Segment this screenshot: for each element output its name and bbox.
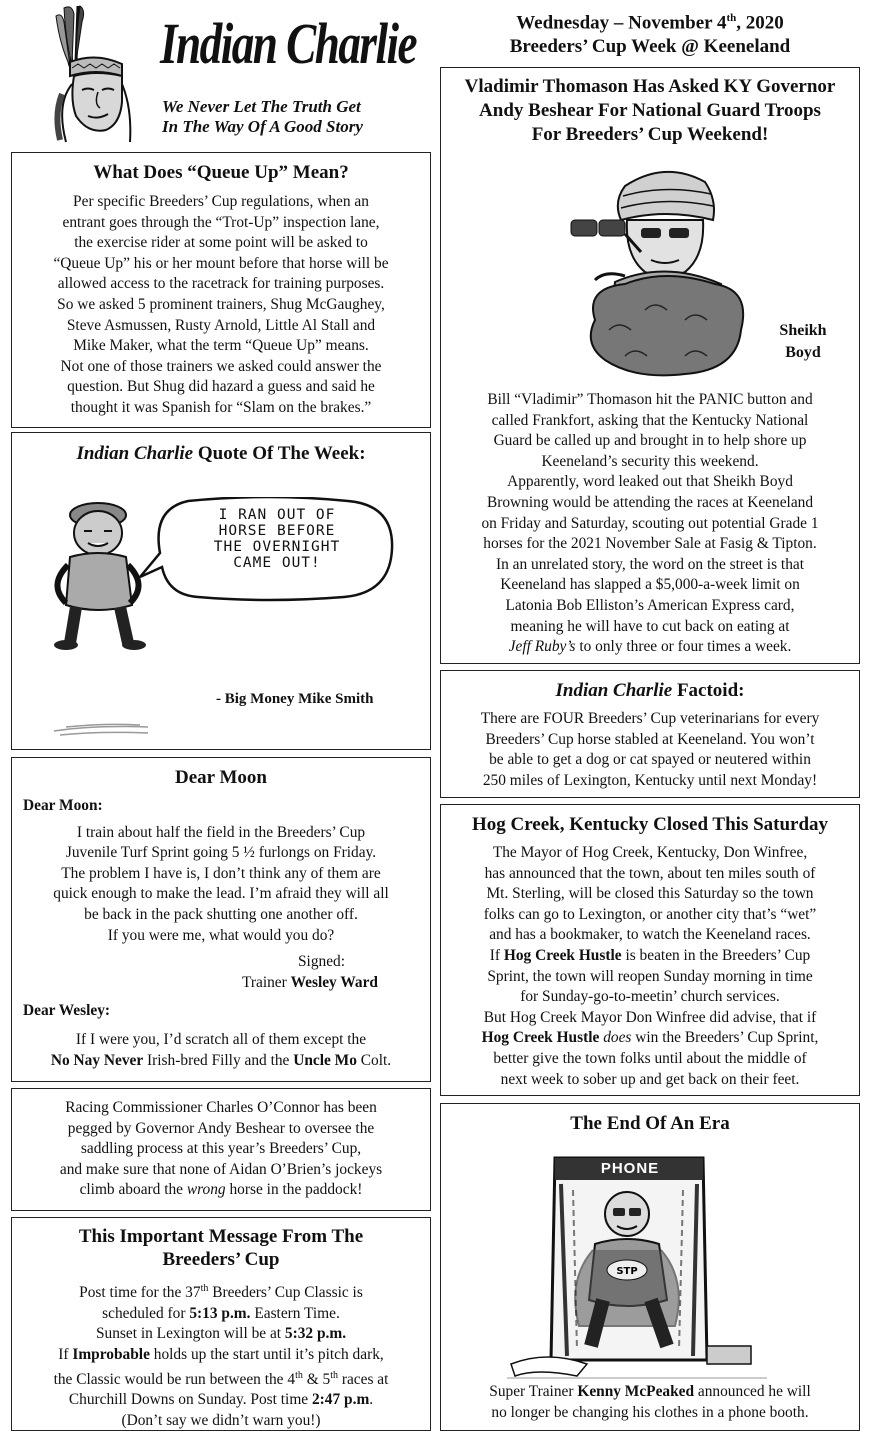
phone-booth-cartoon bbox=[507, 1150, 767, 1382]
quote-title: Indian Charlie Quote Of The Week: bbox=[76, 443, 366, 464]
important-message: This Important Message From The Breeders’ Cup Post time for the 37th Breeders’ Cup Classic is scheduled for 5:13 p.m. Eastern Time. Sunset in Lexington will be at 5:32 p.m. If Improbable holds up the start until it’s pitch dark, the Classic would be run between the 4th & 5th races at Churchill Downs on Sunday. Post time 2:47 p.m. (Don’t say we didn’t warn you!) bbox=[11, 1217, 431, 1431]
sheikh-boyd-cartoon bbox=[565, 160, 765, 382]
factoid: Indian Charlie Factoid: There are FOUR Breeders’ Cup veterinarians for every Breeders’ Cup horse stabled at Keeneland. You won’t be able to get a dog or cat spayed or neutered within 250 miles of Lexington, Kentucky until next Monday! bbox=[440, 670, 860, 798]
quote-of-the-week bbox=[11, 432, 431, 750]
queue-up-article bbox=[11, 152, 431, 428]
issue-subtitle: Breeders’ Cup Week @ Keeneland bbox=[509, 36, 791, 58]
tagline-line-2: In The Way Of A Good Story bbox=[162, 117, 363, 136]
important-message-title: This Important Message From The Breeders’ Cup bbox=[78, 1226, 364, 1270]
indian-charlie-logo-illustration bbox=[36, 4, 158, 144]
dear-moon-salutation: Dear Moon: bbox=[23, 797, 103, 814]
factoid-title: Indian Charlie Factoid: bbox=[555, 680, 745, 701]
issue-date: Wednesday – November 4th, 2020 Breeders’ Cup Week @ Keeneland bbox=[440, 6, 860, 59]
hog-creek-title: Hog Creek, Kentucky Closed This Saturday bbox=[471, 814, 829, 835]
end-of-era-caption: Super Trainer Kenny McPeaked announced he will no longer be changing his clothes in a phone booth. bbox=[489, 1383, 811, 1421]
dear-moon-title: Dear Moon bbox=[175, 767, 267, 788]
sheikh-boyd-caption: Sheikh Boyd bbox=[779, 322, 827, 361]
dear-moon-signature: Trainer Wesley Ward bbox=[242, 973, 378, 991]
dear-moon-reply: If I were you, I’d scratch all of them except the No Nay Never Irish-bred Filly and the Uncle Mo Colt. bbox=[50, 1030, 392, 1069]
dear-moon-reply-salutation: Dear Wesley: bbox=[23, 1002, 111, 1020]
dear-moon-column bbox=[11, 757, 431, 1082]
hog-creek-article: Hog Creek, Kentucky Closed This Saturday The Mayor of Hog Creek, Kentucky, Don Winfree, has announced that the town, about ten miles south of Mt. Sterling, will be closed this Saturday so the town folks can go to Lexington, or another city that’s “wet” and has a bookmaker, to watch the Keeneland races. If Hog Creek Hustle is beaten in the Breeders’ Cup Sprint, the town will reopen Sunday morning in time for Sunday-go-to-meetin’ church services. But Hog Creek Mayor Don Winfree did advise, that if Hog Creek Hustle does win the Breeders’ Cup Sprint, better give the town folks until about the middle of next week to sober up and get back on their feet. bbox=[440, 804, 860, 1096]
queue-up-body: Per specific Breeders’ Cup regulations, when an entrant goes through the “Trot-Up” inspection lane, the exercise rider at some point will be asked to “Queue Up” his or her mount before that horse will be allowed access to the racetrack for training purposes. So we asked 5 prominent trainers, Shug McGaughey, Steve Asmussen, Rusty Arnold, Little Al Stall and Mike Maker, what the term “Queue Up” means. Not one of those trainers we asked could answer the question. But Shug did hazard a guess and said he thought it was Spanish for “Slam on the brakes.” bbox=[53, 193, 389, 416]
dear-moon-letter: I train about half the field in the Breeders’ Cup Juvenile Turf Sprint going 5 ½ furlongs on Friday. The problem I have is, I don’t think any of them are quick enough to make the lead. I’m afraid they will all be back in the pack shutting one another off. If you were me, what would you do? bbox=[53, 823, 389, 944]
tagline-line-1: We Never Let The Truth Get bbox=[162, 97, 361, 116]
dear-moon-signed: Signed: bbox=[298, 953, 346, 971]
thomason-article bbox=[440, 67, 860, 664]
quote-attribution: - Big Money Mike Smith bbox=[216, 691, 374, 707]
oconnor-item: Racing Commissioner Charles O’Connor has been pegged by Governor Andy Beshear to oversee the saddling process at this year’s Breeders’ Cup, and make sure that none of Aidan O’Brien’s jockeys climb aboard the wrong horse in the paddock! bbox=[11, 1088, 431, 1211]
thomason-title: Vladimir Thomason Has Asked KY Governor Andy Beshear For National Guard Troops For Breeders’ Cup Weekend! bbox=[464, 76, 836, 145]
speech-bubble-text: I RAN OUT OF HORSE BEFORE THE OVERNIGHT CAME OUT! bbox=[213, 507, 341, 571]
masthead-tagline bbox=[162, 97, 363, 137]
queue-up-title: What Does “Queue Up” Mean? bbox=[93, 162, 349, 183]
end-of-era-title: The End Of An Era bbox=[570, 1113, 730, 1134]
smudge-decoration bbox=[52, 721, 152, 741]
phone-booth-sign: PHONE bbox=[600, 1160, 660, 1177]
cape-logo: STP bbox=[616, 1266, 638, 1277]
end-of-an-era bbox=[440, 1103, 860, 1431]
thomason-body: Bill “Vladimir” Thomason hit the PANIC button and called Frankfort, asking that the Kentucky National Guard be called up and brought in to help shore up Keeneland’s security this weekend. Apparently, word leaked out that Sheikh Boyd Browning would be attending the races at Keeneland on Friday and Saturday, scouting out potential Grade 1 horses for the 2021 November Sale at Fasig & Tipton. In an unrelated story, the word on the street is that Keeneland has slapped a $5,000-a-week limit on Latonia Bob Elliston’s American Express card, meaning he will have to cut back on eating at Jeff Ruby’s to only three or four times a week. bbox=[481, 391, 819, 656]
masthead-title: Indian Charlie bbox=[160, 11, 416, 76]
